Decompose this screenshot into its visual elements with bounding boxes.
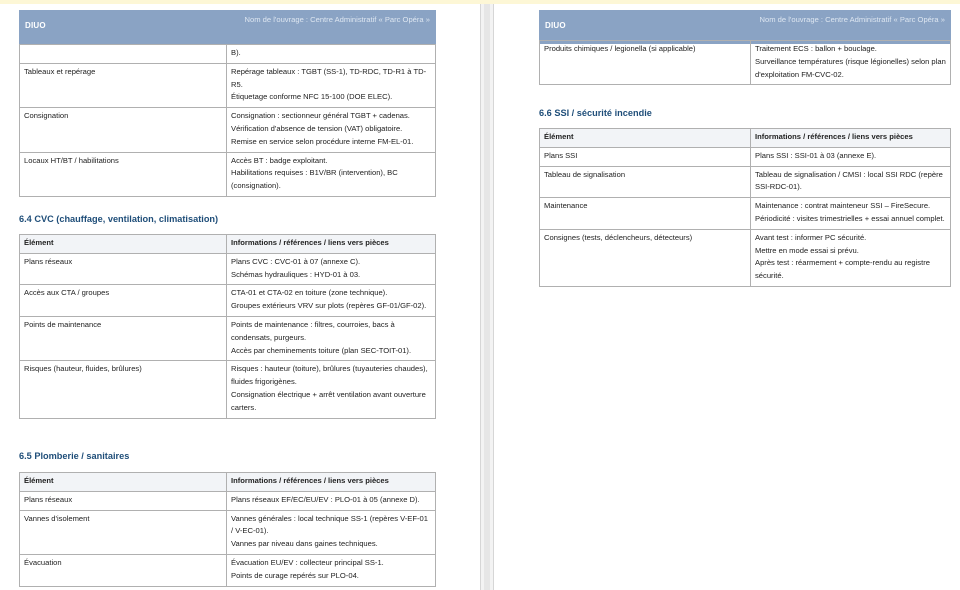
cell-element: Plans SSI	[540, 147, 751, 166]
table-header-row	[20, 473, 436, 492]
table-cvc	[19, 234, 436, 419]
header-org: DIUO	[25, 21, 46, 30]
table-row	[20, 108, 436, 152]
table-row	[540, 41, 951, 85]
section-title-ssi: 6.6 SSI / sécurité incendie	[539, 108, 652, 118]
cell-element: Maintenance	[540, 198, 751, 230]
table-header-row	[20, 235, 436, 254]
cell-info: Évacuation EU/EV : collecteur principal SS-1. Points de curage repérés sur PLO-04.	[227, 554, 436, 586]
header-org: DIUO	[545, 21, 566, 30]
column-header-element: Élément	[540, 129, 751, 148]
table-plomberie-continued	[539, 40, 951, 85]
cell-info: Risques : hauteur (toiture), brûlures (tuyauteries chaudes), fluides frigorigènes. Consignation électrique + arrêt ventilation avant ouverture carters.	[227, 361, 436, 418]
cell-info: Tableau de signalisation / CMSI : local SSI RDC (repère SSI-RDC-01).	[751, 166, 951, 198]
section-title-plomberie: 6.5 Plomberie / sanitaires	[19, 451, 130, 461]
cell-element: Risques (hauteur, fluides, brûlures)	[20, 361, 227, 418]
table-row	[20, 152, 436, 196]
cell-element: Tableau de signalisation	[540, 166, 751, 198]
table-header-row	[540, 129, 951, 148]
column-header-info: Informations / références / liens vers pièces	[227, 235, 436, 254]
table-row	[20, 510, 436, 554]
cell-info: Points de maintenance : filtres, courroies, bacs à condensats, purgeurs. Accès par cheminements toiture (plan SEC-TOIT-01).	[227, 316, 436, 360]
cell-info: Accès BT : badge exploitant. Habilitations requises : B1V/BR (intervention), BC (consignation).	[227, 152, 436, 196]
table-row	[540, 229, 951, 286]
cell-element: Évacuation	[20, 554, 227, 586]
cell-info: Plans réseaux EF/EC/EU/EV : PLO-01 à 05 (annexe D).	[227, 491, 436, 510]
table-row	[20, 491, 436, 510]
cell-element	[20, 45, 227, 64]
table-row	[540, 166, 951, 198]
table-row	[20, 554, 436, 586]
cell-info: Maintenance : contrat mainteneur SSI – FireSecure. Périodicité : visites trimestrielles + essai annuel complet.	[751, 198, 951, 230]
table-row	[20, 361, 436, 418]
cell-element: Produits chimiques / legionella (si applicable)	[540, 41, 751, 85]
table-row	[540, 198, 951, 230]
cell-info: Vannes générales : local technique SS-1 (repères V-EF-01 / V-EC-01). Vannes par niveau dans gaines techniques.	[227, 510, 436, 554]
cell-info: Consignation : sectionneur général TGBT + cadenas. Vérification d'absence de tension (VAT) obligatoire. Remise en service selon procédure interne FM-EL-01.	[227, 108, 436, 152]
cell-info: Repérage tableaux : TGBT (SS-1), TD-RDC, TD-R1 à TD-R5. Étiquetage conforme NFC 15-100 (DOE ELEC).	[227, 63, 436, 107]
cell-element: Consignes (tests, déclencheurs, détecteurs)	[540, 229, 751, 286]
column-header-element: Élément	[20, 235, 227, 254]
cell-element: Accès aux CTA / groupes	[20, 285, 227, 317]
cell-element: Vannes d'isolement	[20, 510, 227, 554]
cell-info: Avant test : informer PC sécurité. Mettre en mode essai si prévu. Après test : réarmement + compte-rendu au registre sécurité.	[751, 229, 951, 286]
table-row	[540, 147, 951, 166]
page-gutter	[480, 4, 494, 590]
cell-info: CTA-01 et CTA-02 en toiture (zone technique). Groupes extérieurs VRV sur plots (repères GF-01/GF-02).	[227, 285, 436, 317]
document-page-right	[494, 4, 960, 590]
page-header	[19, 10, 436, 44]
cell-element: Plans réseaux	[20, 491, 227, 510]
table-row	[20, 63, 436, 107]
table-row	[20, 285, 436, 317]
column-header-info: Informations / références / liens vers pièces	[227, 473, 436, 492]
cell-element: Locaux HT/BT / habilitations	[20, 152, 227, 196]
table-row	[20, 253, 436, 285]
cell-element: Tableaux et repérage	[20, 63, 227, 107]
cell-element: Plans réseaux	[20, 253, 227, 285]
table-ssi	[539, 128, 951, 287]
page-header	[539, 10, 951, 44]
table-electricite-continued	[19, 44, 436, 197]
table-row	[20, 45, 436, 64]
section-title-cvc: 6.4 CVC (chauffage, ventilation, climatisation)	[19, 214, 219, 224]
header-project: Nom de l'ouvrage : Centre Administratif « Parc Opéra »	[759, 15, 945, 24]
cell-info: Plans CVC : CVC-01 à 07 (annexe C). Schémas hydrauliques : HYD-01 à 03.	[227, 253, 436, 285]
header-project: Nom de l'ouvrage : Centre Administratif « Parc Opéra »	[244, 15, 430, 24]
document-page-left	[0, 4, 480, 590]
cell-info: B).	[227, 45, 436, 64]
column-header-element: Élément	[20, 473, 227, 492]
cell-info: Plans SSI : SSI-01 à 03 (annexe E).	[751, 147, 951, 166]
column-header-info: Informations / références / liens vers pièces	[751, 129, 951, 148]
table-plomberie	[19, 472, 436, 587]
table-row	[20, 316, 436, 360]
cell-element: Points de maintenance	[20, 316, 227, 360]
cell-info: Traitement ECS : ballon + bouclage. Surveillance températures (risque légionelles) selon plan d'exploitation FM-CVC-02.	[751, 41, 951, 85]
cell-element: Consignation	[20, 108, 227, 152]
